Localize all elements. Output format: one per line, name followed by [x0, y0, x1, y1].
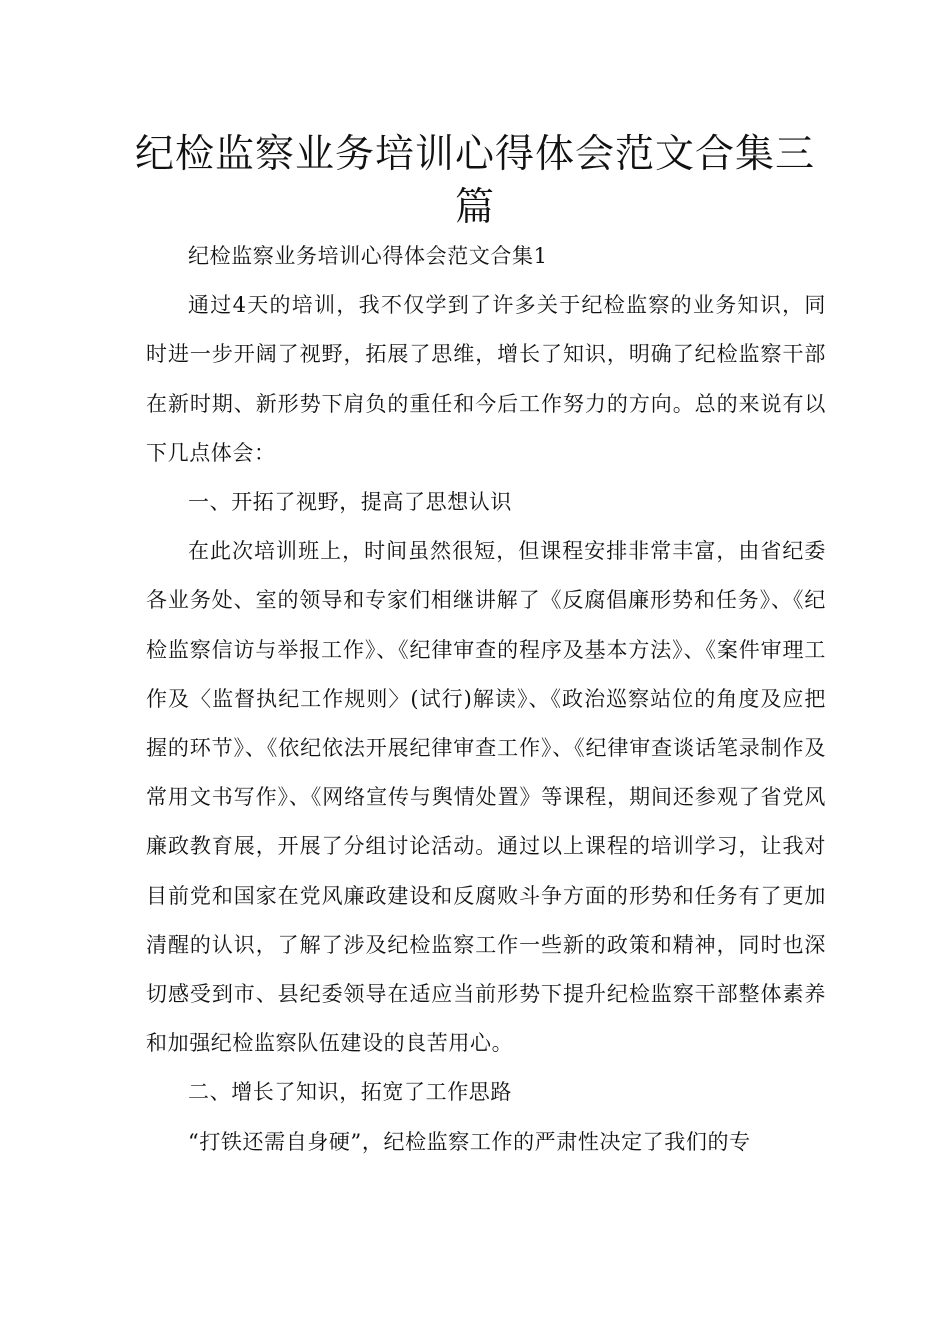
paragraph-section-2: “打铁还需自身硬”，纪检监察工作的严肃性决定了我们的专 — [188, 1129, 751, 1154]
document-body — [146, 232, 826, 1167]
document-subtitle: 纪检监察业务培训心得体会范文合集1 — [188, 244, 548, 268]
paragraph-section-1: 在此次培训班上，时间虽然很短，但课程安排非常丰富，由省纪委各业务处、室的领导和专家们相继讲解了《反腐倡廉形势和任务》、《纪检监察信访与举报工作》、《纪律审查的程序及基本方法》、《案件审理工作及〈监督执纪工作规则〉(试行)解读》、《政治巡察站位的角度及应把握的环节》、《依纪依法开展纪律审查工作》、《纪律审查谈话笔录制作及常用文书写作》、《网络宣传与舆情处置》等课程，期间还参观了省党风廉政教育展，开展了分组讨论活动。通过以上课程的培训学习，让我对目前党和国家在党风廉政建设和反腐败斗争方面的形势和任务有了更加清醒的认识，了解了涉及纪检监察工作一些新的政策和精神，同时也深切感受到市、县纪委领导在适应当前形势下提升纪检监察干部整体素养和加强纪检监察队伍建设的良苦用心。 — [146, 539, 826, 1056]
section-heading-1: 一、开拓了视野，提高了思想认识 — [188, 490, 512, 515]
section-heading-2: 二、增长了知识，拓宽了工作思路 — [188, 1080, 512, 1105]
paragraph-intro: 通过4天的培训，我不仅学到了许多关于纪检监察的业务知识，同时进一步开阔了视野，拓展了思维，增长了知识，明确了纪检监察干部在新时期、新形势下肩负的重任和今后工作努力的方向。总的来说有以下几点体会： — [146, 293, 826, 465]
document-title: 纪检监察业务培训心得体会范文合集三篇 — [134, 132, 815, 230]
